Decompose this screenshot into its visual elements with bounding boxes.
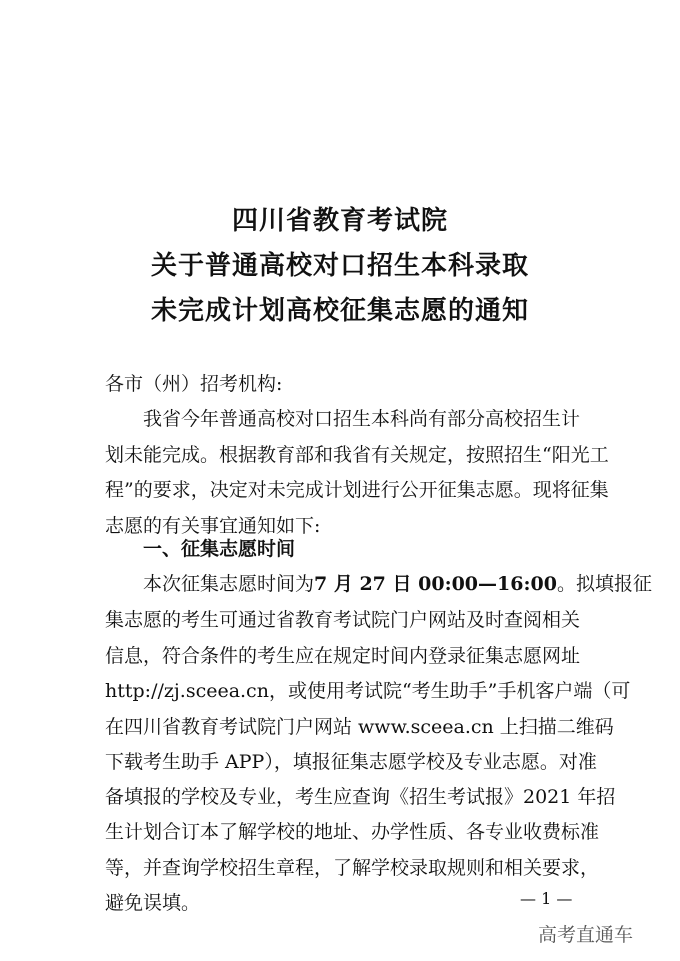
paragraph-line: 信息，符合条件的考生应在规定时间内登录征集志愿网址 xyxy=(105,645,581,667)
title-line-3: 未完成计划高校征集志愿的通知 xyxy=(150,296,529,326)
paragraph-line: 下载考生助手 APP），填报征集志愿学校及专业志愿。对准 xyxy=(105,751,597,773)
title-line-1: 四川省教育考试院 xyxy=(231,206,448,236)
time-range: 7 月 27 日 00:00—16:00 xyxy=(314,573,557,595)
paragraph-line: http://zj.sceea.cn，或使用考试院“考生助手”手机客户端（可 xyxy=(105,680,631,702)
paragraph-line: 集志愿的考生可通过省教育考试院门户网站及时查阅相关 xyxy=(105,609,581,631)
section-heading: 一、征集志愿时间 xyxy=(143,538,296,560)
text: 。拟填报征 xyxy=(556,573,652,595)
paragraph-line: 避免误填。 xyxy=(105,892,201,914)
text: 本次征集志愿时间为 xyxy=(143,573,315,595)
paragraph-line: 我省今年普通高校对口招生本科尚有部分高校招生计 xyxy=(143,408,581,430)
paragraph-line: 划未能完成。根据教育部和我省有关规定，按照招生“阳光工 xyxy=(105,444,609,466)
paragraph-line: 程”的要求，决定对未完成计划进行公开征集志愿。现将征集 xyxy=(105,479,609,501)
paragraph-line: 志愿的有关事宜通知如下: xyxy=(105,515,321,537)
page-number: — 1 — xyxy=(520,889,573,908)
salutation: 各市（州）招考机构: xyxy=(105,373,283,395)
paragraph-line: 生计划合订本了解学校的地址、办学性质、各专业收费标准 xyxy=(105,821,600,843)
paragraph-line: 备填报的学校及专业，考生应查询《招生考试报》2021 年招 xyxy=(105,786,616,808)
paragraph-line: 等，并查询学校招生章程，了解学校录取规则和相关要求， xyxy=(105,857,600,879)
title-line-2: 关于普通高校对口招生本科录取 xyxy=(150,251,529,281)
paragraph-line: 在四川省教育考试院门户网站 www.sceea.cn 上扫描二维码 xyxy=(105,716,614,738)
watermark: 高考直通车 xyxy=(538,924,634,946)
paragraph-line xyxy=(143,572,652,596)
